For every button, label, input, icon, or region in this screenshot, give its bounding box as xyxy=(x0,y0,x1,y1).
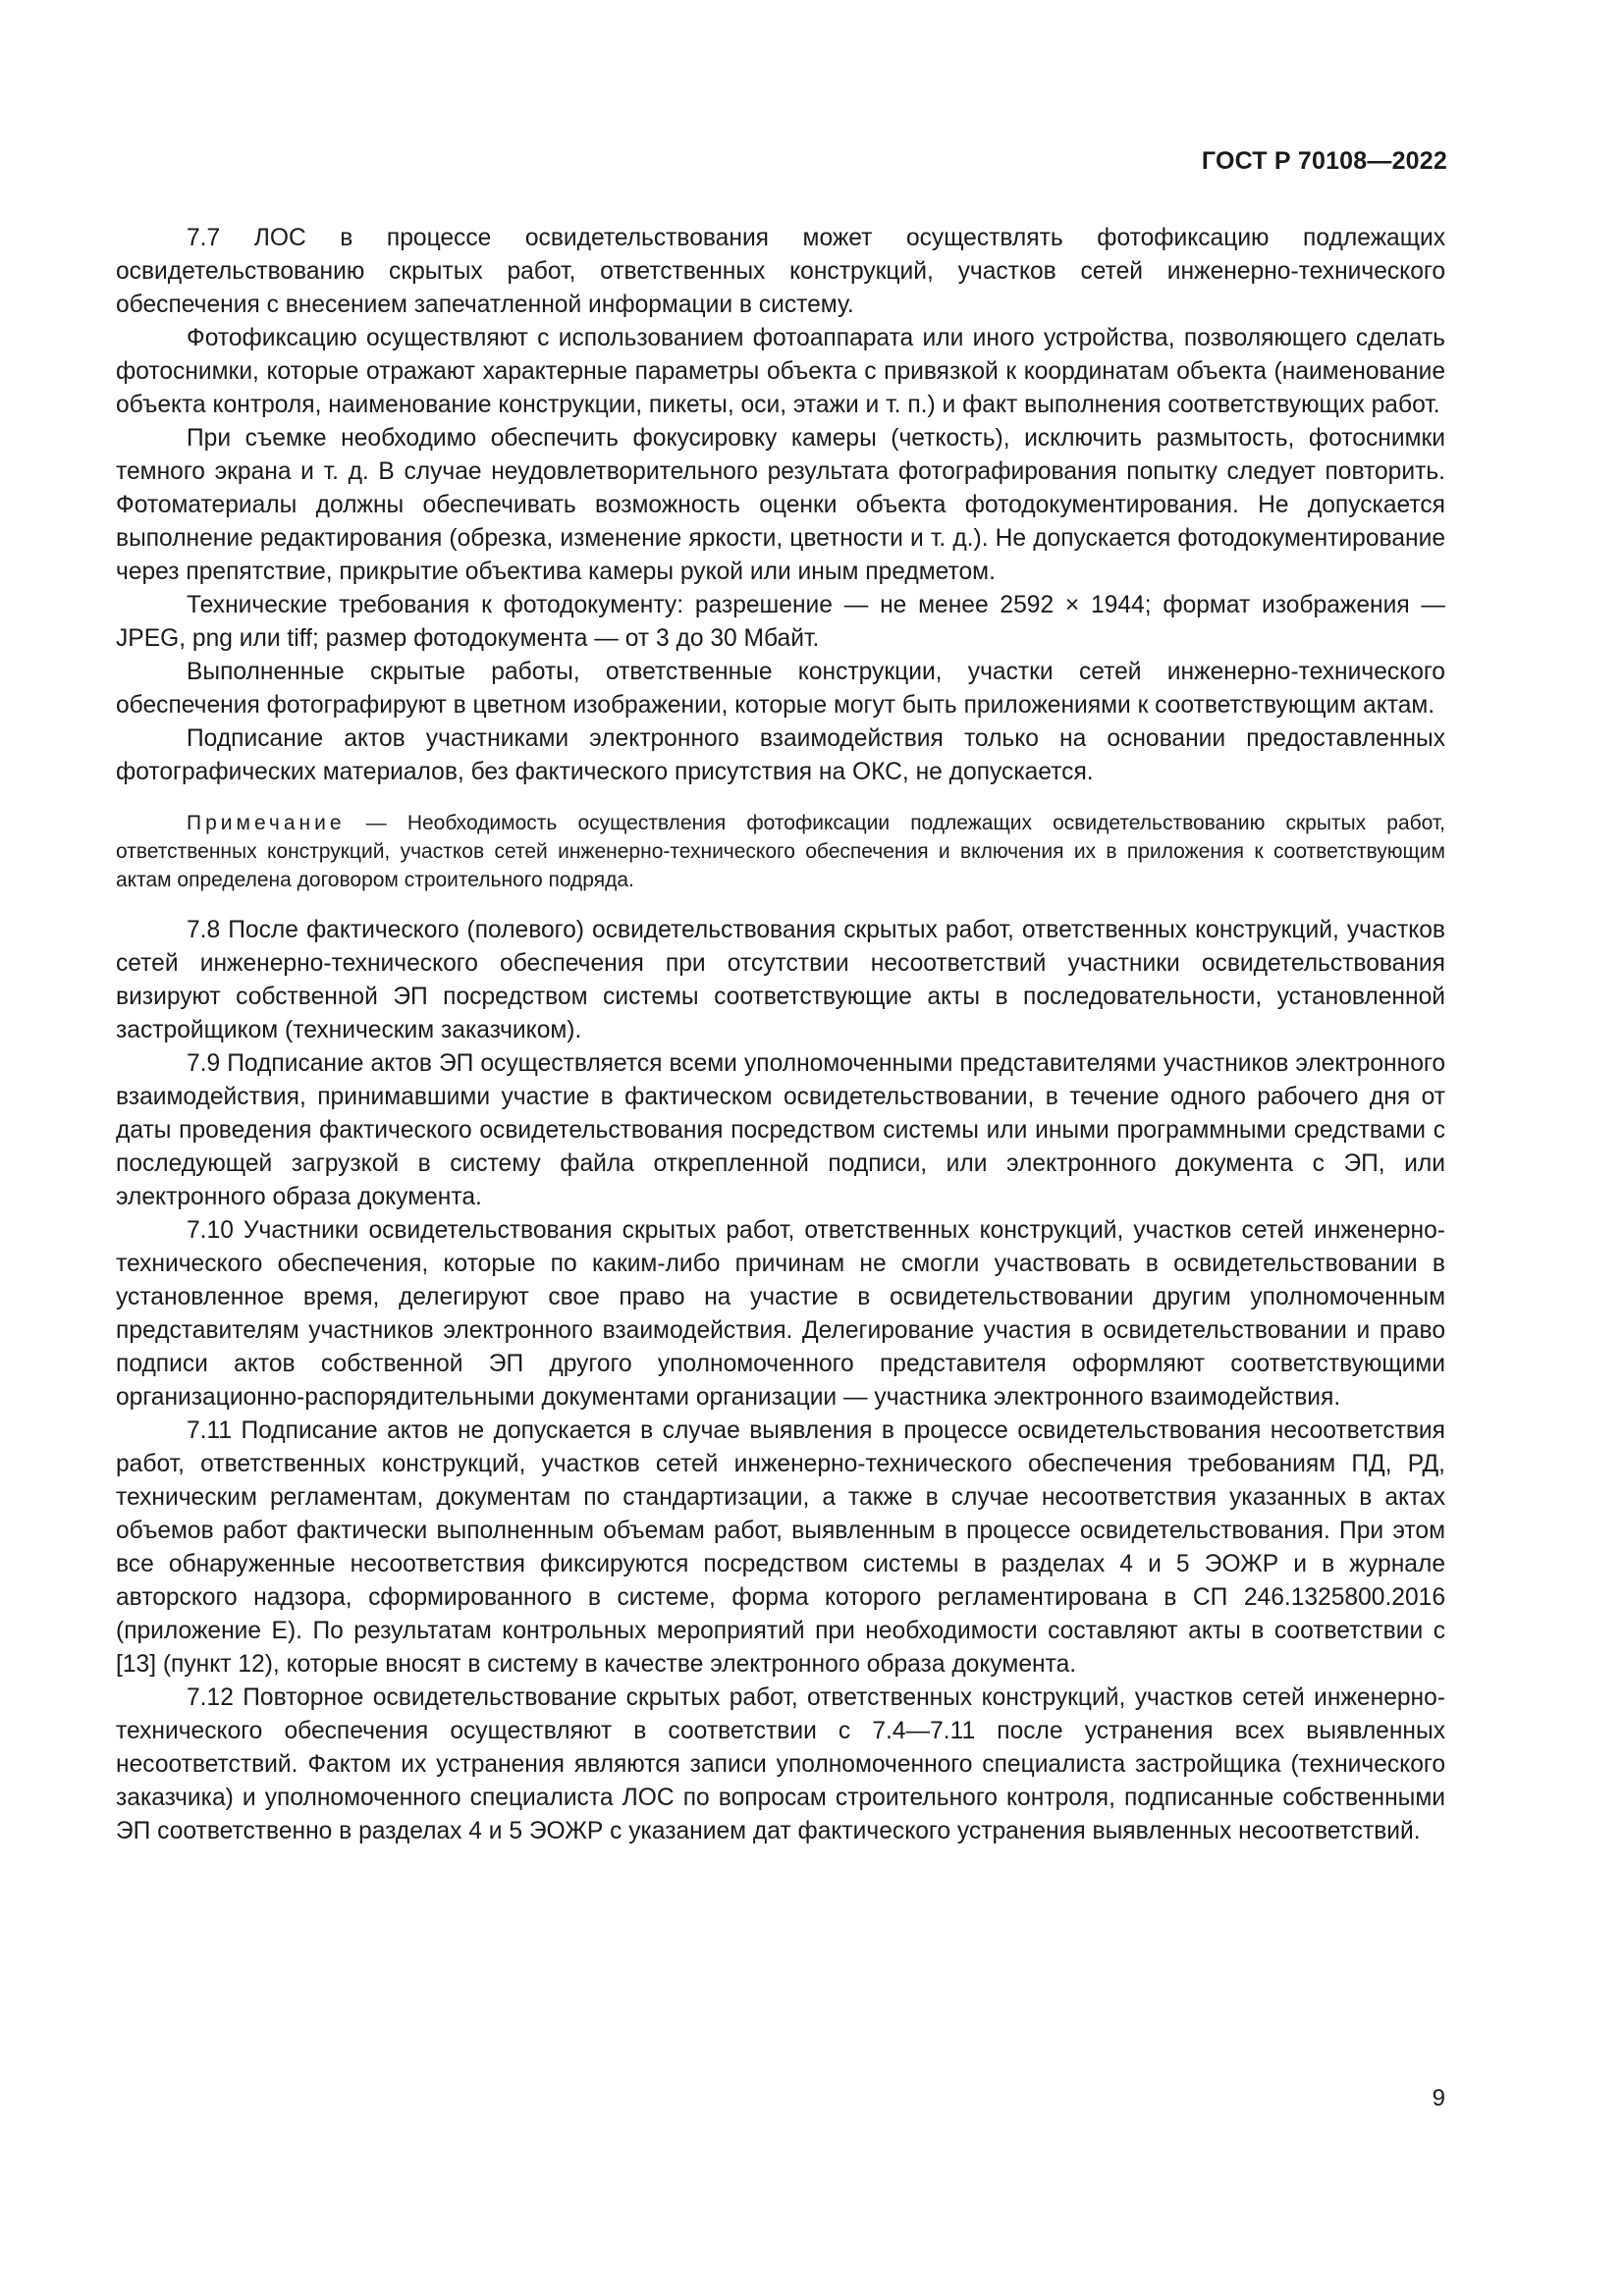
paragraph-7-9: 7.9 Подписание актов ЭП осуществляется всеми уполномоченными представителями участников электронного взаимодействия, принимавшими участие в фактическом освидетельствовании, в течение одного рабочего дня от даты проведения фактического освидетельствования посредством системы или иными программными средствами с последующей загрузкой в систему файла открепленной подписи, или электронного документа с ЭП, или электронного образа документа. xyxy=(116,1050,1445,1210)
paragraph-signing-restriction: Подписание актов участниками электронного взаимодействия только на основании предоставленных фотографических материалов, без фактического присутствия на ОКС, не допускается. xyxy=(116,725,1445,785)
note-label: Примечание xyxy=(187,812,346,834)
paragraph-7-12: 7.12 Повторное освидетельствование скрытых работ, ответственных конструкций, участков сетей инженерно-технического обеспечения осуществляют в соответствии с 7.4—7.11 после устранения всех выявленных несоответствий. Фактом их устранения являются записи уполномоченного специалиста застройщика (технического заказчика) и уполномоченного специалиста ЛОС по вопросам строительного контроля, подписанные собственными ЭП соответственно в разделах 4 и 5 ЭОЖР с указанием дат фактического устранения выявленных несоответствий. xyxy=(116,1684,1445,1844)
paragraph-color-photography: Выполненные скрытые работы, ответственные конструкции, участки сетей инженерно-технического обеспечения фотографируют в цветном изображении, которые могут быть приложениями к соответствующим актам. xyxy=(116,659,1445,719)
paragraph-7-7: 7.7 ЛОС в процессе освидетельствования может осуществлять фотофиксацию подлежащих освидетельствованию скрытых работ, ответственных конструкций, участков сетей инженерно-технического обеспечения с внесением запечатленной информации в систему. xyxy=(116,225,1445,318)
page-number: 9 xyxy=(1432,2085,1445,2111)
document-body xyxy=(116,222,1445,1848)
note-text: Необходимость осуществления фотофиксации подлежащих освидетельствованию скрытых работ, ответственных конструкций, участков сетей инженерно-технического обеспечения и включения их в приложения к соответствующим актам определена договором строительного подряда. xyxy=(116,812,1446,891)
standard-header: ГОСТ Р 70108—2022 xyxy=(1201,147,1447,175)
paragraph-7-10: 7.10 Участники освидетельствования скрытых работ, ответственных конструкций, участков сетей инженерно-технического обеспечения, которые по каким-либо причинам не смогли участвовать в освидетельствовании в установленное время, делегируют свое право на участие в освидетельствовании другим уполномоченным представителям участников электронного взаимодействия. Делегирование участия в освидетельствовании и право подписи актов собственной ЭП другого уполномоченного представителя оформляют соответствующими организационно-распорядительными документами организации — участника электронного взаимодействия. xyxy=(116,1217,1445,1411)
paragraph-technical-requirements: Технические требования к фотодокументу: разрешение — не менее 2592 × 1944; формат изображения — JPEG, png или tiff; размер фотодокумента — от 3 до 30 Мбайт. xyxy=(116,592,1445,652)
note-dash: — xyxy=(345,812,407,834)
note-block xyxy=(116,809,1445,894)
paragraph-shooting-requirements: При съемке необходимо обеспечить фокусировку камеры (четкость), исключить размытость, фотоснимки темного экрана и т. д. В случае неудовлетворительного результата фотографирования попытку следует повторить. Фотоматериалы должны обеспечивать возможность оценки объекта фотодокументирования. Не допускается выполнение редактирования (обрезка, изменение яркости, цветности и т. д.). Не допускается фотодокументирование через препятствие, прикрытие объектива камеры рукой или иным предметом. xyxy=(116,425,1445,585)
paragraph-7-11: 7.11 Подписание актов не допускается в случае выявления в процессе освидетельствования несоответствия работ, ответственных конструкций, участков сетей инженерно-технического обеспечения требованиям ПД, РД, техническим регламентам, документам по стандартизации, а также в случае несоответствия указанных в актах объемов работ фактически выполненным объемам работ, выявленным в процессе освидетельствования. При этом все обнаруженные несоответствия фиксируются посредством системы в разделах 4 и 5 ЭОЖР и в журнале авторского надзора, сформированного в системе, форма которого регламентирована в СП 246.1325800.2016 (приложение Е). По результатам контрольных мероприятий при необходимости составляют акты в соответствии с [13] (пункт 12), которые вносят в систему в качестве электронного образа документа. xyxy=(116,1417,1445,1678)
paragraph-7-8: 7.8 После фактического (полевого) освидетельствования скрытых работ, ответственных конструкций, участков сетей инженерно-технического обеспечения при отсутствии несоответствий участники освидетельствования визируют собственной ЭП посредством системы соответствующие акты в последовательности, установленной застройщиком (техническим заказчиком). xyxy=(116,917,1445,1043)
paragraph-photo-fixation: Фотофиксацию осуществляют с использованием фотоаппарата или иного устройства, позволяющего сделать фотоснимки, которые отражают характерные параметры объекта с привязкой к координатам объекта (наименование объекта контроля, наименование конструкции, пикеты, оси, этажи и т. п.) и факт выполнения соответствующих работ. xyxy=(116,325,1445,418)
